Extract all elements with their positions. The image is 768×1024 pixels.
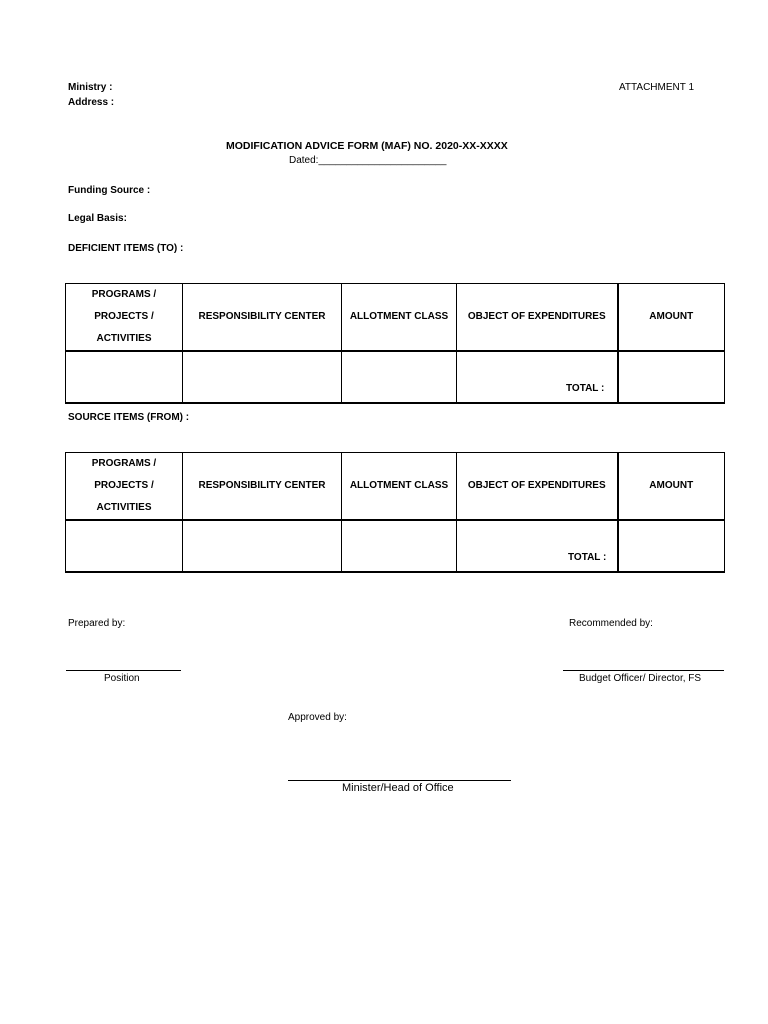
col-programs-line2: PROJECTS / ACTIVITIES — [94, 311, 154, 344]
budget-officer-label: Budget Officer/ Director, FS — [579, 673, 702, 684]
col-allotment: ALLOTMENT CLASS — [342, 284, 457, 352]
form-title: MODIFICATION ADVICE FORM (MAF) NO. 2020-XX-XXXX — [226, 140, 508, 152]
deficient-total-label: TOTAL : — [566, 383, 605, 394]
attachment-label: ATTACHMENT 1 — [619, 82, 695, 93]
funding-source-label: Funding Source : — [68, 185, 151, 196]
prepared-by-label: Prepared by: — [68, 618, 126, 629]
cell-amount[interactable] — [618, 351, 725, 403]
col-allotment: ALLOTMENT CLASS — [342, 453, 457, 521]
legal-basis-label: Legal Basis: — [68, 213, 127, 224]
cell-allotment[interactable] — [342, 520, 457, 572]
source-total-label: TOTAL : — [568, 552, 607, 563]
cell-objects[interactable] — [457, 520, 618, 572]
col-programs-line1: PROGRAMS / — [91, 289, 157, 300]
col-objects: OBJECT OF EXPENDITURES — [457, 453, 618, 521]
table-row — [66, 351, 725, 403]
col-responsibility: RESPONSIBILITY CENTER — [183, 284, 342, 352]
col-amount: AMOUNT — [618, 284, 725, 352]
cell-programs[interactable] — [66, 351, 183, 403]
cell-allotment[interactable] — [342, 351, 457, 403]
col-objects: OBJECT OF EXPENDITURES — [457, 284, 618, 352]
col-responsibility: RESPONSIBILITY CENTER — [183, 453, 342, 521]
table-header-row — [66, 284, 725, 352]
approved-signature-line — [288, 780, 511, 781]
deficient-items-table — [65, 283, 725, 404]
position-label: Position — [104, 673, 140, 684]
cell-programs[interactable] — [66, 520, 183, 572]
ministry-label: Ministry : — [68, 82, 113, 93]
dated-line: Dated:_______________________ — [289, 155, 447, 166]
cell-responsibility[interactable] — [183, 351, 342, 403]
source-items-label: SOURCE ITEMS (FROM) : — [68, 412, 190, 423]
table-row — [66, 520, 725, 572]
minister-label: Minister/Head of Office — [342, 782, 454, 794]
cell-amount[interactable] — [618, 520, 725, 572]
deficient-items-label: DEFICIENT ITEMS (TO) : — [68, 243, 184, 254]
col-programs-line2: PROJECTS / ACTIVITIES — [94, 480, 154, 513]
recommended-by-label: Recommended by: — [569, 618, 653, 629]
recommended-signature-line — [563, 670, 724, 671]
col-programs — [66, 453, 183, 521]
col-programs — [66, 284, 183, 352]
cell-objects[interactable] — [457, 351, 618, 403]
col-amount: AMOUNT — [618, 453, 725, 521]
address-label: Address : — [68, 97, 115, 108]
cell-responsibility[interactable] — [183, 520, 342, 572]
approved-by-label: Approved by: — [288, 712, 347, 723]
table-header-row — [66, 453, 725, 521]
col-programs-line1: PROGRAMS / — [91, 458, 157, 469]
prepared-signature-line — [66, 670, 181, 671]
source-items-table — [65, 452, 725, 573]
